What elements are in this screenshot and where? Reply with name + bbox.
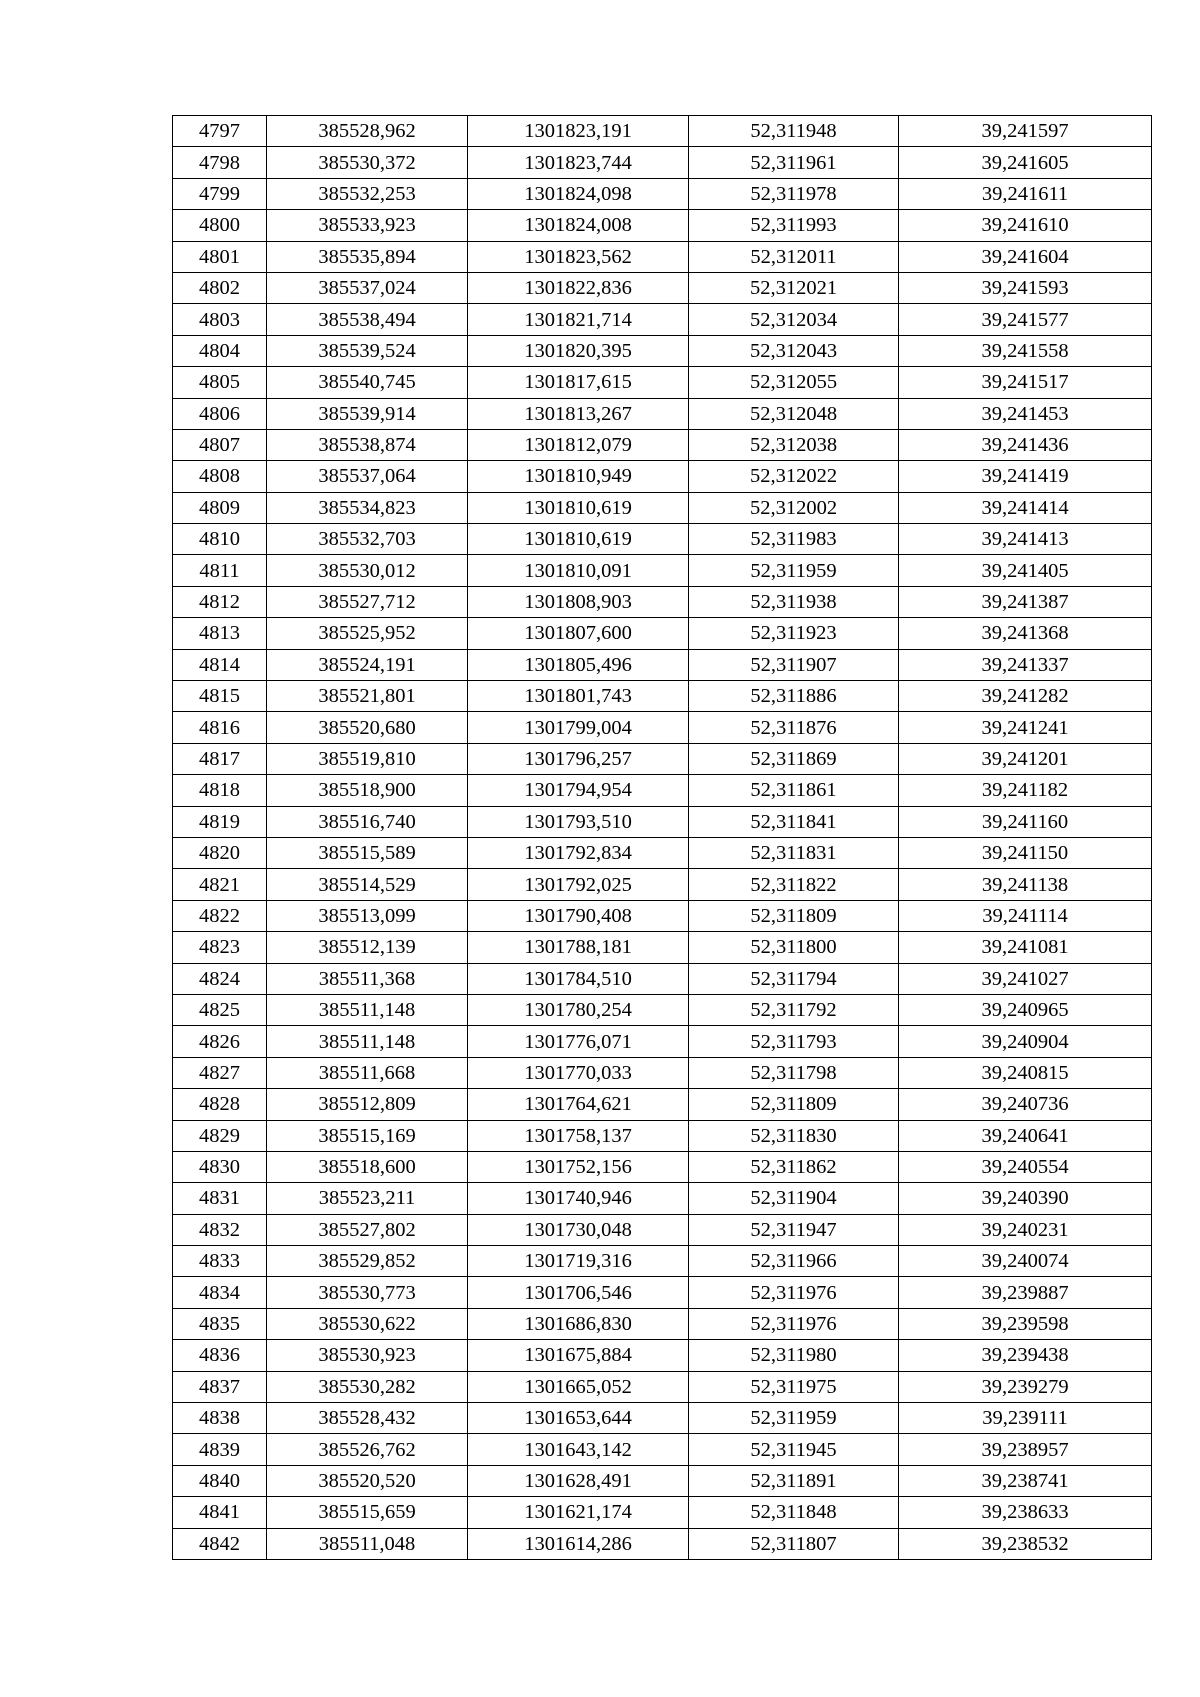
latitude-cell: 52,311975 [689,1371,899,1402]
table-row [173,712,1152,743]
x-coordinate-cell: 385534,823 [267,492,468,523]
x-coordinate-cell: 385521,801 [267,681,468,712]
longitude-cell: 39,241453 [899,398,1152,429]
latitude-cell: 52,311945 [689,1434,899,1465]
longitude-cell: 39,241414 [899,492,1152,523]
latitude-cell: 52,312021 [689,272,899,303]
x-coordinate-cell: 385515,589 [267,837,468,868]
longitude-cell: 39,241604 [899,241,1152,272]
table-row [173,681,1152,712]
longitude-cell: 39,238633 [899,1497,1152,1528]
x-coordinate-cell: 385512,139 [267,932,468,963]
latitude-cell: 52,311976 [689,1277,899,1308]
y-coordinate-cell: 1301805,496 [468,649,689,680]
point-number-cell: 4829 [173,1120,267,1151]
y-coordinate-cell: 1301675,884 [468,1340,689,1371]
table-row [173,1057,1152,1088]
longitude-cell: 39,240815 [899,1057,1152,1088]
y-coordinate-cell: 1301793,510 [468,806,689,837]
x-coordinate-cell: 385532,703 [267,524,468,555]
latitude-cell: 52,311904 [689,1183,899,1214]
point-number-cell: 4835 [173,1308,267,1339]
coordinates-table-body [173,116,1152,1560]
latitude-cell: 52,312022 [689,461,899,492]
longitude-cell: 39,241182 [899,775,1152,806]
y-coordinate-cell: 1301810,619 [468,524,689,555]
latitude-cell: 52,311807 [689,1528,899,1559]
longitude-cell: 39,241150 [899,837,1152,868]
latitude-cell: 52,311993 [689,210,899,241]
y-coordinate-cell: 1301686,830 [468,1308,689,1339]
longitude-cell: 39,241201 [899,743,1152,774]
y-coordinate-cell: 1301824,098 [468,178,689,209]
point-number-cell: 4818 [173,775,267,806]
point-number-cell: 4803 [173,304,267,335]
x-coordinate-cell: 385530,282 [267,1371,468,1402]
point-number-cell: 4813 [173,618,267,649]
y-coordinate-cell: 1301808,903 [468,586,689,617]
table-row [173,398,1152,429]
table-row [173,1497,1152,1528]
longitude-cell: 39,241160 [899,806,1152,837]
latitude-cell: 52,312038 [689,429,899,460]
x-coordinate-cell: 385540,745 [267,367,468,398]
x-coordinate-cell: 385511,048 [267,1528,468,1559]
y-coordinate-cell: 1301653,644 [468,1403,689,1434]
coordinates-table [172,115,1152,1560]
latitude-cell: 52,311831 [689,837,899,868]
longitude-cell: 39,241368 [899,618,1152,649]
point-number-cell: 4839 [173,1434,267,1465]
table-row [173,147,1152,178]
x-coordinate-cell: 385523,211 [267,1183,468,1214]
latitude-cell: 52,311978 [689,178,899,209]
y-coordinate-cell: 1301807,600 [468,618,689,649]
point-number-cell: 4810 [173,524,267,555]
longitude-cell: 39,241610 [899,210,1152,241]
x-coordinate-cell: 385528,962 [267,116,468,147]
y-coordinate-cell: 1301780,254 [468,994,689,1025]
latitude-cell: 52,311792 [689,994,899,1025]
point-number-cell: 4804 [173,335,267,366]
latitude-cell: 52,311830 [689,1120,899,1151]
point-number-cell: 4823 [173,932,267,963]
table-row [173,963,1152,994]
point-number-cell: 4816 [173,712,267,743]
latitude-cell: 52,311876 [689,712,899,743]
longitude-cell: 39,241419 [899,461,1152,492]
y-coordinate-cell: 1301792,025 [468,869,689,900]
latitude-cell: 52,311794 [689,963,899,994]
y-coordinate-cell: 1301730,048 [468,1214,689,1245]
point-number-cell: 4815 [173,681,267,712]
y-coordinate-cell: 1301796,257 [468,743,689,774]
table-row [173,1026,1152,1057]
y-coordinate-cell: 1301812,079 [468,429,689,460]
point-number-cell: 4840 [173,1465,267,1496]
latitude-cell: 52,311862 [689,1151,899,1182]
table-row [173,1308,1152,1339]
y-coordinate-cell: 1301790,408 [468,900,689,931]
y-coordinate-cell: 1301823,744 [468,147,689,178]
point-number-cell: 4832 [173,1214,267,1245]
latitude-cell: 52,311959 [689,555,899,586]
table-row [173,492,1152,523]
point-number-cell: 4814 [173,649,267,680]
x-coordinate-cell: 385526,762 [267,1434,468,1465]
table-row [173,649,1152,680]
latitude-cell: 52,312048 [689,398,899,429]
x-coordinate-cell: 385537,024 [267,272,468,303]
point-number-cell: 4837 [173,1371,267,1402]
point-number-cell: 4808 [173,461,267,492]
y-coordinate-cell: 1301801,743 [468,681,689,712]
point-number-cell: 4811 [173,555,267,586]
point-number-cell: 4806 [173,398,267,429]
x-coordinate-cell: 385533,923 [267,210,468,241]
point-number-cell: 4828 [173,1089,267,1120]
x-coordinate-cell: 385530,012 [267,555,468,586]
table-row [173,900,1152,931]
point-number-cell: 4842 [173,1528,267,1559]
y-coordinate-cell: 1301810,091 [468,555,689,586]
x-coordinate-cell: 385518,900 [267,775,468,806]
point-number-cell: 4833 [173,1246,267,1277]
longitude-cell: 39,241241 [899,712,1152,743]
latitude-cell: 52,312055 [689,367,899,398]
x-coordinate-cell: 385525,952 [267,618,468,649]
point-number-cell: 4821 [173,869,267,900]
y-coordinate-cell: 1301799,004 [468,712,689,743]
table-row [173,116,1152,147]
point-number-cell: 4836 [173,1340,267,1371]
y-coordinate-cell: 1301823,562 [468,241,689,272]
x-coordinate-cell: 385519,810 [267,743,468,774]
latitude-cell: 52,311886 [689,681,899,712]
point-number-cell: 4805 [173,367,267,398]
longitude-cell: 39,241027 [899,963,1152,994]
x-coordinate-cell: 385520,520 [267,1465,468,1496]
latitude-cell: 52,311980 [689,1340,899,1371]
longitude-cell: 39,241114 [899,900,1152,931]
point-number-cell: 4817 [173,743,267,774]
x-coordinate-cell: 385530,622 [267,1308,468,1339]
longitude-cell: 39,238532 [899,1528,1152,1559]
longitude-cell: 39,241138 [899,869,1152,900]
table-row [173,743,1152,774]
longitude-cell: 39,238957 [899,1434,1152,1465]
table-row [173,1371,1152,1402]
table-row [173,367,1152,398]
x-coordinate-cell: 385518,600 [267,1151,468,1182]
point-number-cell: 4812 [173,586,267,617]
longitude-cell: 39,241517 [899,367,1152,398]
longitude-cell: 39,241577 [899,304,1152,335]
longitude-cell: 39,239598 [899,1308,1152,1339]
x-coordinate-cell: 385538,494 [267,304,468,335]
longitude-cell: 39,240736 [899,1089,1152,1120]
longitude-cell: 39,241387 [899,586,1152,617]
latitude-cell: 52,311841 [689,806,899,837]
point-number-cell: 4841 [173,1497,267,1528]
latitude-cell: 52,311923 [689,618,899,649]
table-row [173,241,1152,272]
point-number-cell: 4830 [173,1151,267,1182]
point-number-cell: 4820 [173,837,267,868]
latitude-cell: 52,311947 [689,1214,899,1245]
x-coordinate-cell: 385511,148 [267,994,468,1025]
latitude-cell: 52,311961 [689,147,899,178]
point-number-cell: 4802 [173,272,267,303]
longitude-cell: 39,241611 [899,178,1152,209]
y-coordinate-cell: 1301820,395 [468,335,689,366]
y-coordinate-cell: 1301824,008 [468,210,689,241]
x-coordinate-cell: 385539,524 [267,335,468,366]
x-coordinate-cell: 385513,099 [267,900,468,931]
y-coordinate-cell: 1301817,615 [468,367,689,398]
y-coordinate-cell: 1301794,954 [468,775,689,806]
table-row [173,304,1152,335]
table-row [173,1465,1152,1496]
latitude-cell: 52,311809 [689,900,899,931]
y-coordinate-cell: 1301810,619 [468,492,689,523]
longitude-cell: 39,241081 [899,932,1152,963]
latitude-cell: 52,312034 [689,304,899,335]
x-coordinate-cell: 385529,852 [267,1246,468,1277]
y-coordinate-cell: 1301758,137 [468,1120,689,1151]
longitude-cell: 39,241413 [899,524,1152,555]
x-coordinate-cell: 385530,372 [267,147,468,178]
table-row [173,1434,1152,1465]
x-coordinate-cell: 385515,659 [267,1497,468,1528]
y-coordinate-cell: 1301719,316 [468,1246,689,1277]
longitude-cell: 39,240231 [899,1214,1152,1245]
point-number-cell: 4798 [173,147,267,178]
latitude-cell: 52,312011 [689,241,899,272]
y-coordinate-cell: 1301823,191 [468,116,689,147]
point-number-cell: 4834 [173,1277,267,1308]
latitude-cell: 52,311948 [689,116,899,147]
point-number-cell: 4807 [173,429,267,460]
latitude-cell: 52,311798 [689,1057,899,1088]
longitude-cell: 39,241282 [899,681,1152,712]
latitude-cell: 52,311793 [689,1026,899,1057]
point-number-cell: 4825 [173,994,267,1025]
table-row [173,461,1152,492]
x-coordinate-cell: 385512,809 [267,1089,468,1120]
table-row [173,272,1152,303]
point-number-cell: 4831 [173,1183,267,1214]
longitude-cell: 39,241605 [899,147,1152,178]
table-row [173,806,1152,837]
latitude-cell: 52,311822 [689,869,899,900]
x-coordinate-cell: 385524,191 [267,649,468,680]
y-coordinate-cell: 1301776,071 [468,1026,689,1057]
table-row [173,618,1152,649]
table-row [173,178,1152,209]
y-coordinate-cell: 1301821,714 [468,304,689,335]
latitude-cell: 52,311907 [689,649,899,680]
latitude-cell: 52,311938 [689,586,899,617]
point-number-cell: 4801 [173,241,267,272]
y-coordinate-cell: 1301764,621 [468,1089,689,1120]
longitude-cell: 39,239279 [899,1371,1152,1402]
longitude-cell: 39,240904 [899,1026,1152,1057]
table-row [173,586,1152,617]
latitude-cell: 52,312002 [689,492,899,523]
table-row [173,1403,1152,1434]
point-number-cell: 4800 [173,210,267,241]
latitude-cell: 52,311966 [689,1246,899,1277]
y-coordinate-cell: 1301665,052 [468,1371,689,1402]
longitude-cell: 39,240074 [899,1246,1152,1277]
table-row [173,555,1152,586]
point-number-cell: 4827 [173,1057,267,1088]
table-row [173,1528,1152,1559]
point-number-cell: 4824 [173,963,267,994]
x-coordinate-cell: 385511,368 [267,963,468,994]
table-row [173,1120,1152,1151]
y-coordinate-cell: 1301706,546 [468,1277,689,1308]
table-row [173,335,1152,366]
x-coordinate-cell: 385530,923 [267,1340,468,1371]
x-coordinate-cell: 385511,148 [267,1026,468,1057]
x-coordinate-cell: 385535,894 [267,241,468,272]
x-coordinate-cell: 385527,802 [267,1214,468,1245]
point-number-cell: 4819 [173,806,267,837]
table-row [173,1340,1152,1371]
table-row [173,524,1152,555]
longitude-cell: 39,241436 [899,429,1152,460]
longitude-cell: 39,241558 [899,335,1152,366]
x-coordinate-cell: 385520,680 [267,712,468,743]
x-coordinate-cell: 385511,668 [267,1057,468,1088]
longitude-cell: 39,240554 [899,1151,1152,1182]
y-coordinate-cell: 1301643,142 [468,1434,689,1465]
table-row [173,994,1152,1025]
x-coordinate-cell: 385528,432 [267,1403,468,1434]
table-row [173,1246,1152,1277]
latitude-cell: 52,311976 [689,1308,899,1339]
latitude-cell: 52,311891 [689,1465,899,1496]
table-row [173,1089,1152,1120]
longitude-cell: 39,240390 [899,1183,1152,1214]
point-number-cell: 4838 [173,1403,267,1434]
latitude-cell: 52,311869 [689,743,899,774]
x-coordinate-cell: 385515,169 [267,1120,468,1151]
table-row [173,837,1152,868]
y-coordinate-cell: 1301822,836 [468,272,689,303]
latitude-cell: 52,311959 [689,1403,899,1434]
latitude-cell: 52,312043 [689,335,899,366]
latitude-cell: 52,311983 [689,524,899,555]
y-coordinate-cell: 1301752,156 [468,1151,689,1182]
table-row [173,775,1152,806]
longitude-cell: 39,240641 [899,1120,1152,1151]
x-coordinate-cell: 385527,712 [267,586,468,617]
x-coordinate-cell: 385530,773 [267,1277,468,1308]
y-coordinate-cell: 1301740,946 [468,1183,689,1214]
table-row [173,1214,1152,1245]
table-row [173,1183,1152,1214]
point-number-cell: 4797 [173,116,267,147]
point-number-cell: 4799 [173,178,267,209]
y-coordinate-cell: 1301621,174 [468,1497,689,1528]
longitude-cell: 39,241597 [899,116,1152,147]
y-coordinate-cell: 1301770,033 [468,1057,689,1088]
longitude-cell: 39,239438 [899,1340,1152,1371]
longitude-cell: 39,241593 [899,272,1152,303]
point-number-cell: 4826 [173,1026,267,1057]
table-row [173,210,1152,241]
longitude-cell: 39,241337 [899,649,1152,680]
y-coordinate-cell: 1301813,267 [468,398,689,429]
latitude-cell: 52,311809 [689,1089,899,1120]
table-row [173,869,1152,900]
x-coordinate-cell: 385516,740 [267,806,468,837]
y-coordinate-cell: 1301810,949 [468,461,689,492]
table-row [173,932,1152,963]
x-coordinate-cell: 385514,529 [267,869,468,900]
y-coordinate-cell: 1301792,834 [468,837,689,868]
longitude-cell: 39,239111 [899,1403,1152,1434]
point-number-cell: 4809 [173,492,267,523]
y-coordinate-cell: 1301788,181 [468,932,689,963]
longitude-cell: 39,241405 [899,555,1152,586]
table-row [173,1277,1152,1308]
latitude-cell: 52,311800 [689,932,899,963]
table-row [173,1151,1152,1182]
y-coordinate-cell: 1301614,286 [468,1528,689,1559]
longitude-cell: 39,238741 [899,1465,1152,1496]
table-row [173,429,1152,460]
longitude-cell: 39,240965 [899,994,1152,1025]
latitude-cell: 52,311861 [689,775,899,806]
y-coordinate-cell: 1301784,510 [468,963,689,994]
x-coordinate-cell: 385532,253 [267,178,468,209]
x-coordinate-cell: 385538,874 [267,429,468,460]
x-coordinate-cell: 385539,914 [267,398,468,429]
longitude-cell: 39,239887 [899,1277,1152,1308]
y-coordinate-cell: 1301628,491 [468,1465,689,1496]
point-number-cell: 4822 [173,900,267,931]
latitude-cell: 52,311848 [689,1497,899,1528]
x-coordinate-cell: 385537,064 [267,461,468,492]
